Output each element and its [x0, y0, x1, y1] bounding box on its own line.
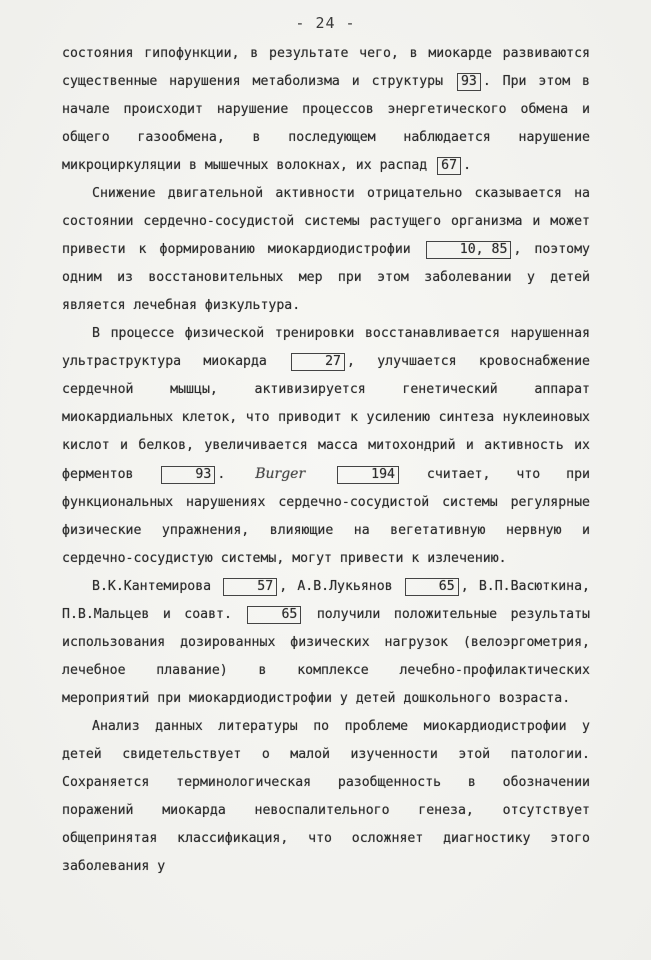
paragraph — [62, 180, 590, 320]
paragraph-text: состояния гипофункции, в результате чего, в миокарде развиваются существенные нарушения метаболизма и структуры — [62, 46, 590, 89]
paragraph-text: , А.В.Лукьянов — [279, 579, 403, 594]
paragraph-text: В.К.Кантемирова — [92, 579, 222, 594]
citation-reference: 67 — [437, 157, 461, 175]
paragraph-text: . — [463, 158, 472, 173]
citation-reference: 10, 85 — [426, 241, 512, 259]
paragraph — [62, 713, 590, 881]
citation-reference: 65 — [247, 606, 301, 624]
page-number: - 24 - — [295, 14, 356, 32]
paragraph — [62, 40, 590, 180]
citation-reference: 27 — [291, 353, 345, 371]
paragraph-text: . — [217, 467, 252, 482]
paragraph — [62, 573, 590, 713]
citation-reference: 65 — [405, 578, 459, 596]
paragraph-text: Анализ данных литературы по проблеме миокардиодистрофии у детей свидетельствует о малой изученности этой патологии. Сохраняется терминологическая разобщенность в обозначении поражений миокарда невоспалительного генеза, отсутствует общепринятая классификация, что осложняет диагностику этого заболевания у — [62, 719, 590, 874]
paragraph-text: Снижение двигательной активности отрицательно сказывается на состоянии сердечно-сосудистой системы растущего организма и может привести к формированию миокардиодистрофии — [62, 186, 590, 257]
paragraph-text: считает, что при функциональных нарушениях сердечно-сосудистой системы регулярные физические упражнения, влияющие на вегетативную нервную и сердечно-сосудистую системы, могут привести к излечению. — [62, 467, 590, 566]
handwritten-author-name: Burger — [255, 466, 306, 482]
paragraph — [62, 320, 590, 573]
paragraph-text: В процессе физической тренировки восстанавливается нарушенная ультраструктура миокарда — [62, 326, 590, 369]
paragraph-text: , В.П.Васюткина, П.В.Мальцев и соавт. — [62, 579, 590, 622]
document-body — [62, 40, 590, 881]
citation-reference: 93 — [161, 466, 215, 484]
paragraph-text: , поэтому одним из восстановительных мер при этом заболевании у детей является лечебная физкультура. — [62, 242, 590, 313]
paragraph-text — [309, 467, 335, 482]
paragraph-text: . При этом в начале происходит нарушение процессов энергетического обмена и общего газообмена, в последующем наблюдается нарушение микроциркуляции в мышечных волокнах, их распад — [62, 74, 590, 173]
citation-reference: 93 — [457, 73, 481, 91]
paragraph-text: , улучшается кровоснабжение сердечной мышцы, активизируется генетический аппарат миокардиальных клеток, что приводит к усилению синтеза нуклеиновых кислот и белков, увеличивается масса митохондрий и активность их ферментов — [62, 354, 590, 482]
paragraph-text: получили положительные результаты использования дозированных физических нагрузок (велоэргометрия, лечебное плавание) в комплексе лечебно-профилактических мероприятий при миокардиодистрофии у детей дошкольного возраста. — [62, 607, 590, 706]
citation-reference: 194 — [337, 466, 399, 484]
citation-reference: 57 — [223, 578, 277, 596]
